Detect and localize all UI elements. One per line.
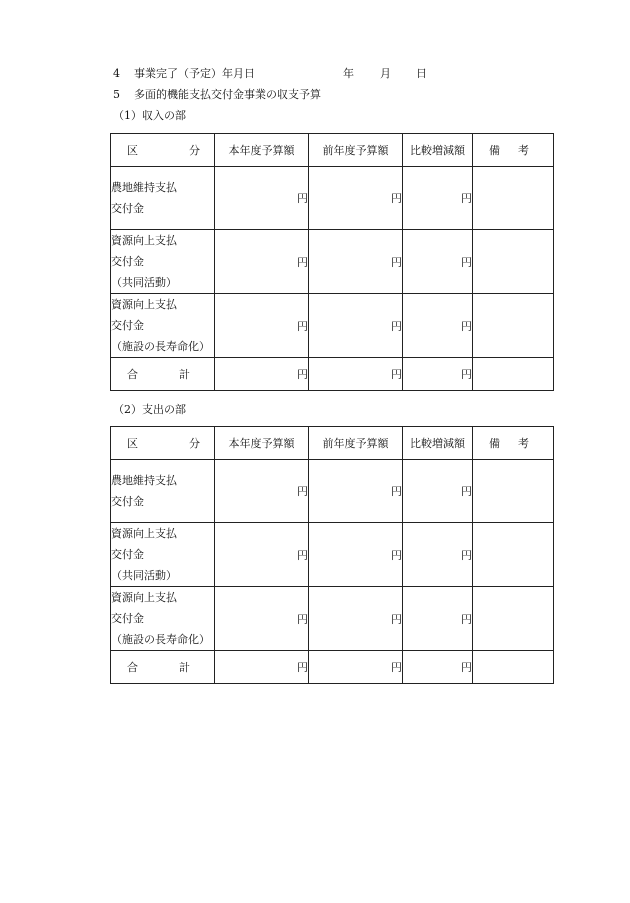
row-category: 資源向上支払 交付金 （施設の長寿命化） xyxy=(111,587,215,651)
header-category: 区 分 xyxy=(111,134,215,167)
cell-remarks[interactable] xyxy=(473,523,554,587)
item5-label: 多面的機能支払交付金事業の収支予算 xyxy=(134,88,321,101)
row-category: 農地維持支払 交付金 xyxy=(111,460,215,523)
item5-line xyxy=(113,88,321,102)
item4-day: 日 xyxy=(416,67,427,80)
cell-diff[interactable]: 円 xyxy=(403,167,473,230)
cell-diff[interactable]: 円 xyxy=(403,460,473,523)
header-category: 区 分 xyxy=(111,427,215,460)
header-current: 本年度予算額 xyxy=(215,134,309,167)
cell-remarks[interactable] xyxy=(473,294,554,358)
total-row xyxy=(111,651,554,684)
table-row xyxy=(111,587,554,651)
cell-diff[interactable]: 円 xyxy=(403,294,473,358)
cell-current[interactable]: 円 xyxy=(215,230,309,294)
cell-previous[interactable]: 円 xyxy=(309,294,403,358)
total-label: 合 計 xyxy=(111,651,215,684)
total-row xyxy=(111,358,554,391)
cell-previous[interactable]: 円 xyxy=(309,523,403,587)
expense-table xyxy=(110,426,554,684)
total-diff[interactable]: 円 xyxy=(403,651,473,684)
cell-diff[interactable]: 円 xyxy=(403,523,473,587)
item4-year: 年 xyxy=(343,67,354,80)
total-previous[interactable]: 円 xyxy=(309,651,403,684)
cell-previous[interactable]: 円 xyxy=(309,167,403,230)
item4-month: 月 xyxy=(380,67,391,80)
total-current[interactable]: 円 xyxy=(215,358,309,391)
total-remarks[interactable] xyxy=(473,358,554,391)
header-previous: 前年度予算額 xyxy=(309,427,403,460)
total-diff[interactable]: 円 xyxy=(403,358,473,391)
header-remarks: 備 考 xyxy=(473,134,554,167)
row-category: 資源向上支払 交付金 （施設の長寿命化） xyxy=(111,294,215,358)
row-category: 農地維持支払 交付金 xyxy=(111,167,215,230)
header-previous: 前年度予算額 xyxy=(309,134,403,167)
income-heading: （1）収入の部 xyxy=(113,109,186,122)
income-table xyxy=(110,133,554,391)
table-row xyxy=(111,167,554,230)
cell-previous[interactable]: 円 xyxy=(309,460,403,523)
header-remarks: 備 考 xyxy=(473,427,554,460)
row-category: 資源向上支払 交付金 （共同活動） xyxy=(111,523,215,587)
cell-current[interactable]: 円 xyxy=(215,460,309,523)
cell-remarks[interactable] xyxy=(473,167,554,230)
table-row xyxy=(111,294,554,358)
header-current: 本年度予算額 xyxy=(215,427,309,460)
total-previous[interactable]: 円 xyxy=(309,358,403,391)
cell-current[interactable]: 円 xyxy=(215,167,309,230)
total-remarks[interactable] xyxy=(473,651,554,684)
cell-diff[interactable]: 円 xyxy=(403,230,473,294)
cell-remarks[interactable] xyxy=(473,230,554,294)
cell-remarks[interactable] xyxy=(473,460,554,523)
income-header-row xyxy=(111,134,554,167)
cell-current[interactable]: 円 xyxy=(215,523,309,587)
cell-previous[interactable]: 円 xyxy=(309,230,403,294)
total-label: 合 計 xyxy=(111,358,215,391)
row-category: 資源向上支払 交付金 （共同活動） xyxy=(111,230,215,294)
table-row xyxy=(111,230,554,294)
item4-number: 4 xyxy=(113,67,120,80)
table-row xyxy=(111,523,554,587)
header-diff: 比較増減額 xyxy=(403,427,473,460)
table-row xyxy=(111,460,554,523)
expense-header-row xyxy=(111,427,554,460)
item5-number: 5 xyxy=(113,88,120,101)
total-current[interactable]: 円 xyxy=(215,651,309,684)
item4-line xyxy=(113,67,255,81)
header-diff: 比較増減額 xyxy=(403,134,473,167)
item4-label: 事業完了（予定）年月日 xyxy=(134,67,255,80)
cell-previous[interactable]: 円 xyxy=(309,587,403,651)
cell-diff[interactable]: 円 xyxy=(403,587,473,651)
cell-remarks[interactable] xyxy=(473,587,554,651)
cell-current[interactable]: 円 xyxy=(215,587,309,651)
expense-heading: （2）支出の部 xyxy=(113,403,186,416)
cell-current[interactable]: 円 xyxy=(215,294,309,358)
